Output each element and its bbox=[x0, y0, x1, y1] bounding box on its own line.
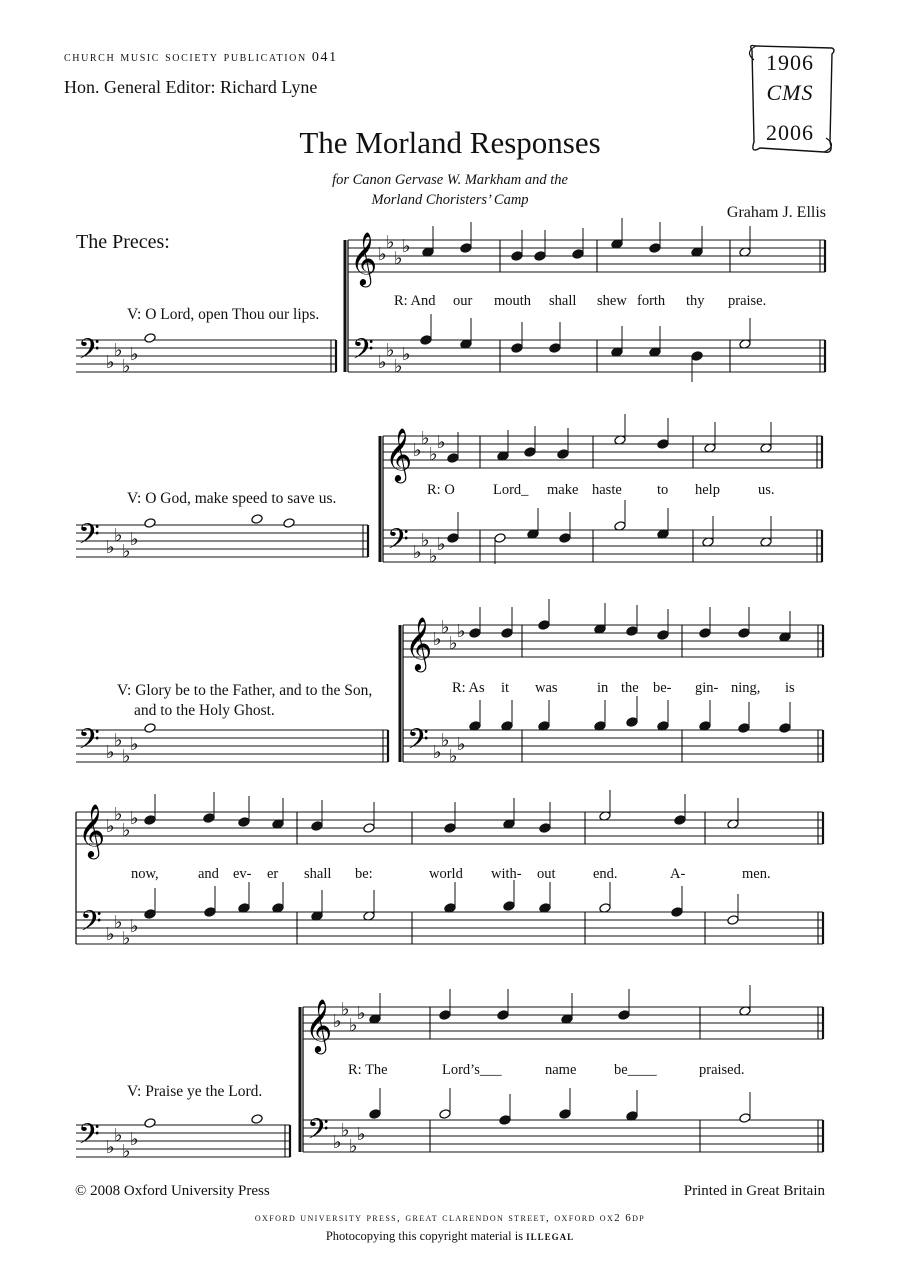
flat-icon: ♭ bbox=[122, 1141, 131, 1162]
lyric: mouth bbox=[494, 293, 532, 309]
lyric: men. bbox=[742, 866, 771, 882]
note-head bbox=[144, 518, 156, 529]
note-head bbox=[549, 343, 561, 354]
flat-icon: ♭ bbox=[378, 352, 387, 373]
bass-clef-icon: 𝄢 bbox=[407, 723, 429, 763]
flat-icon: ♭ bbox=[386, 232, 395, 253]
note-head bbox=[511, 251, 523, 262]
note-head bbox=[444, 823, 456, 834]
note-head bbox=[649, 243, 661, 254]
note-head bbox=[657, 439, 669, 450]
flat-icon: ♭ bbox=[421, 530, 430, 551]
flat-icon: ♭ bbox=[357, 1124, 366, 1145]
note-head bbox=[311, 821, 323, 832]
treble-clef-icon: 𝄞 bbox=[405, 616, 433, 670]
note-head bbox=[238, 817, 250, 828]
lyric: R: O bbox=[427, 482, 455, 498]
flat-icon: ♭ bbox=[130, 916, 139, 937]
flat-icon: ♭ bbox=[114, 1125, 123, 1146]
bass-clef-icon: 𝄢 bbox=[78, 333, 100, 373]
lyric: R: The bbox=[348, 1062, 388, 1078]
flat-icon: ♭ bbox=[333, 1132, 342, 1153]
flat-icon: ♭ bbox=[437, 534, 446, 555]
flat-icon: ♭ bbox=[333, 1011, 342, 1032]
photocopy-illegal: illegal bbox=[526, 1229, 575, 1243]
note-head bbox=[497, 1010, 509, 1021]
note-head bbox=[626, 717, 638, 728]
lyric: forth bbox=[637, 293, 666, 309]
note-head bbox=[251, 1114, 263, 1125]
flat-icon: ♭ bbox=[413, 440, 422, 461]
flat-icon: ♭ bbox=[106, 816, 115, 837]
flat-icon: ♭ bbox=[437, 432, 446, 453]
flat-icon: ♭ bbox=[457, 621, 466, 642]
note-head bbox=[144, 909, 156, 920]
flat-icon: ♭ bbox=[130, 808, 139, 829]
note-head bbox=[557, 449, 569, 460]
lyric: thy bbox=[686, 293, 705, 309]
flat-icon: ♭ bbox=[122, 746, 131, 767]
note-head bbox=[559, 1109, 571, 1120]
section-heading: The Preces: bbox=[76, 231, 170, 253]
lyric: our bbox=[453, 293, 473, 309]
photocopy-text: Photocopying this copyright material is bbox=[325, 1229, 524, 1243]
note-head bbox=[469, 628, 481, 639]
note-head bbox=[674, 815, 686, 826]
note-head bbox=[671, 907, 683, 918]
note-head bbox=[501, 628, 513, 639]
note-head bbox=[447, 533, 459, 544]
note-head bbox=[657, 630, 669, 641]
logo-year-top: 1906 bbox=[766, 50, 814, 75]
flat-icon: ♭ bbox=[130, 734, 139, 755]
lyric: praised. bbox=[699, 1062, 745, 1078]
lyric: name bbox=[545, 1062, 577, 1078]
flat-icon: ♭ bbox=[357, 1003, 366, 1024]
lyric: shall bbox=[304, 866, 332, 882]
note-head bbox=[539, 823, 551, 834]
flat-icon: ♭ bbox=[130, 1129, 139, 1150]
flat-icon: ♭ bbox=[349, 1015, 358, 1036]
lyric: make bbox=[547, 482, 579, 498]
treble-clef-icon: 𝄞 bbox=[305, 998, 333, 1052]
lyric: Lord_ bbox=[493, 482, 529, 498]
note-head bbox=[447, 453, 459, 464]
flat-icon: ♭ bbox=[114, 730, 123, 751]
lyric: to bbox=[657, 482, 669, 498]
photocopy-notice bbox=[0, 1229, 900, 1244]
lyric: us. bbox=[758, 482, 775, 498]
bass-clef-icon: 𝄢 bbox=[387, 523, 409, 563]
lyric: er bbox=[267, 866, 279, 882]
lyric: and bbox=[198, 866, 219, 882]
note-head bbox=[699, 628, 711, 639]
lyric: shall bbox=[549, 293, 577, 309]
flat-icon: ♭ bbox=[114, 525, 123, 546]
lyric: Lord’s___ bbox=[442, 1062, 502, 1078]
flat-icon: ♭ bbox=[449, 746, 458, 767]
note-head bbox=[499, 1115, 511, 1126]
lyric: shew bbox=[597, 293, 627, 309]
lyric: is bbox=[785, 680, 795, 696]
flat-icon: ♭ bbox=[421, 428, 430, 449]
flat-icon: ♭ bbox=[106, 537, 115, 558]
note-head bbox=[618, 1010, 630, 1021]
flat-icon: ♭ bbox=[122, 928, 131, 949]
bass-clef-icon: 𝄢 bbox=[80, 905, 102, 945]
flat-icon: ♭ bbox=[130, 344, 139, 365]
flat-icon: ♭ bbox=[402, 344, 411, 365]
versicle-1: V: O Lord, open Thou our lips. bbox=[127, 306, 320, 323]
flat-icon: ♭ bbox=[122, 820, 131, 841]
flat-icon: ♭ bbox=[106, 1137, 115, 1158]
press-address: oxford university press, great clarendon street, oxford ox2 6dp bbox=[254, 1212, 646, 1224]
flat-icon: ♭ bbox=[349, 1136, 358, 1157]
flat-icon: ♭ bbox=[122, 356, 131, 377]
flat-icon: ♭ bbox=[386, 340, 395, 361]
flat-icon: ♭ bbox=[394, 356, 403, 377]
editor-line: Hon. General Editor: Richard Lyne bbox=[64, 77, 318, 97]
bass-clef-icon: 𝄢 bbox=[78, 723, 100, 763]
note-head bbox=[460, 243, 472, 254]
note-head bbox=[420, 335, 432, 346]
lyric: now, bbox=[131, 866, 159, 882]
note-head bbox=[538, 620, 550, 631]
note-head bbox=[691, 351, 703, 362]
dedication-line-2: Morland Choristers’ Camp bbox=[371, 192, 529, 208]
note-head bbox=[534, 251, 546, 262]
note-head bbox=[572, 249, 584, 260]
lyric: ev- bbox=[233, 866, 252, 882]
flat-icon: ♭ bbox=[106, 352, 115, 373]
lyric: out bbox=[537, 866, 556, 882]
note-head bbox=[369, 1109, 381, 1120]
lyric: gin- bbox=[695, 680, 719, 696]
note-head bbox=[144, 333, 156, 344]
flat-icon: ♭ bbox=[433, 742, 442, 763]
versicle-3b: and to the Holy Ghost. bbox=[134, 702, 275, 719]
lyric: haste bbox=[592, 482, 622, 498]
bass-clef-icon: 𝄢 bbox=[78, 518, 100, 558]
dedication-line-1: for Canon Gervase W. Markham and the bbox=[332, 172, 568, 188]
lyric: be: bbox=[355, 866, 373, 882]
lyric: the bbox=[621, 680, 639, 696]
flat-icon: ♭ bbox=[378, 244, 387, 265]
page-title: The Morland Responses bbox=[299, 125, 601, 160]
printed-in: Printed in Great Britain bbox=[683, 1183, 825, 1199]
flat-icon: ♭ bbox=[394, 248, 403, 269]
note-head bbox=[739, 1113, 751, 1124]
flat-icon: ♭ bbox=[433, 629, 442, 650]
logo-initials: CMS bbox=[766, 80, 814, 105]
flat-icon: ♭ bbox=[429, 546, 438, 567]
flat-icon: ♭ bbox=[457, 734, 466, 755]
note-head bbox=[144, 1118, 156, 1129]
series-line: church music society publication 041 bbox=[64, 50, 338, 65]
flat-icon: ♭ bbox=[441, 617, 450, 638]
flat-icon: ♭ bbox=[122, 541, 131, 562]
note-head bbox=[494, 533, 506, 544]
copyright: © 2008 Oxford University Press bbox=[75, 1183, 270, 1199]
flat-icon: ♭ bbox=[341, 999, 350, 1020]
treble-clef-icon: 𝄞 bbox=[385, 427, 413, 481]
note-head bbox=[439, 1010, 451, 1021]
bass-clef-icon: 𝄢 bbox=[78, 1118, 100, 1158]
note-head bbox=[511, 343, 523, 354]
bass-clef-icon: 𝄢 bbox=[352, 333, 374, 373]
logo-year-bottom: 2006 bbox=[766, 120, 814, 145]
flat-icon: ♭ bbox=[441, 730, 450, 751]
lyric: with- bbox=[491, 866, 522, 882]
flat-icon: ♭ bbox=[114, 912, 123, 933]
note-head bbox=[144, 815, 156, 826]
note-head bbox=[204, 907, 216, 918]
flat-icon: ♭ bbox=[114, 804, 123, 825]
note-head bbox=[626, 626, 638, 637]
flat-icon: ♭ bbox=[413, 542, 422, 563]
composer: Graham J. Ellis bbox=[726, 204, 826, 221]
lyric: it bbox=[501, 680, 510, 696]
flat-icon: ♭ bbox=[449, 633, 458, 654]
note-head bbox=[779, 723, 791, 734]
note-head bbox=[524, 447, 536, 458]
note-head bbox=[738, 723, 750, 734]
note-head bbox=[727, 915, 739, 926]
lyric: be- bbox=[653, 680, 672, 696]
flat-icon: ♭ bbox=[130, 529, 139, 550]
lyric: world bbox=[429, 866, 463, 882]
lyric: was bbox=[535, 680, 558, 696]
lyric: R: As bbox=[452, 680, 485, 696]
note-head bbox=[738, 628, 750, 639]
lyric: R: And bbox=[394, 293, 436, 309]
treble-clef-icon: 𝄞 bbox=[350, 231, 378, 285]
lyric: end. bbox=[593, 866, 618, 882]
flat-icon: ♭ bbox=[402, 236, 411, 257]
lyric: praise. bbox=[728, 293, 767, 309]
note-head bbox=[439, 1109, 451, 1120]
lyric: help bbox=[695, 482, 720, 498]
note-head bbox=[363, 823, 375, 834]
note-head bbox=[251, 514, 263, 525]
note-head bbox=[559, 533, 571, 544]
flat-icon: ♭ bbox=[106, 924, 115, 945]
flat-icon: ♭ bbox=[114, 340, 123, 361]
note-head bbox=[203, 813, 215, 824]
note-head bbox=[144, 723, 156, 734]
lyric: in bbox=[597, 680, 609, 696]
flat-icon: ♭ bbox=[429, 444, 438, 465]
lyric: A- bbox=[670, 866, 686, 882]
flat-icon: ♭ bbox=[341, 1120, 350, 1141]
note-head bbox=[503, 901, 515, 912]
flat-icon: ♭ bbox=[106, 742, 115, 763]
lyric: ning, bbox=[731, 680, 761, 696]
bass-clef-icon: 𝄢 bbox=[307, 1113, 329, 1153]
treble-clef-icon: 𝄞 bbox=[78, 803, 106, 857]
versicle-5: V: Praise ye the Lord. bbox=[127, 1083, 263, 1100]
versicle-2: V: O God, make speed to save us. bbox=[127, 490, 337, 507]
note-head bbox=[283, 518, 295, 529]
lyric: be____ bbox=[614, 1062, 657, 1078]
versicle-3a: V: Glory be to the Father, and to the Son, bbox=[117, 682, 373, 699]
